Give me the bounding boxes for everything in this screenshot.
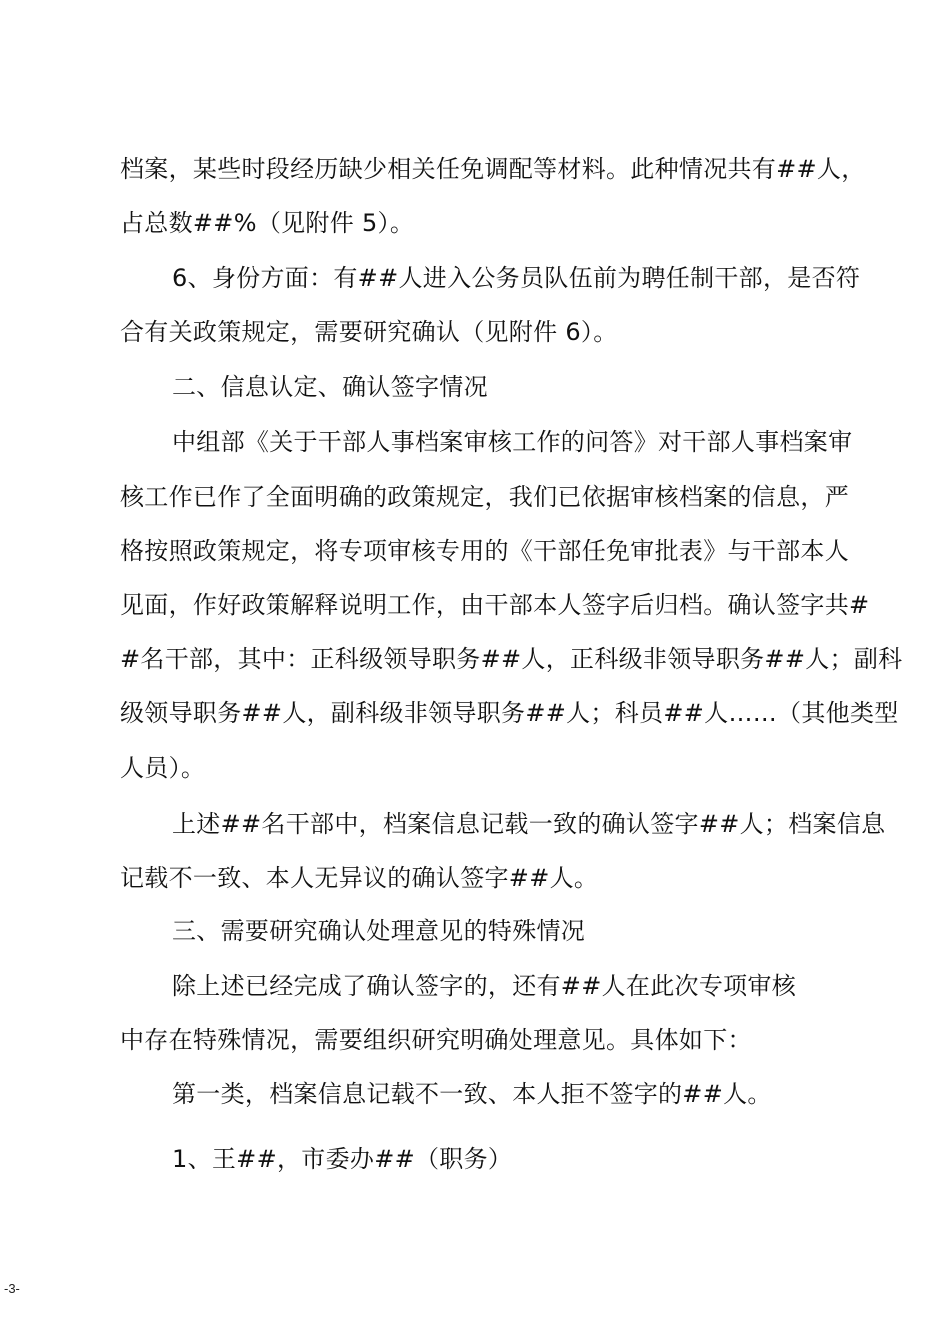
- page-number: -3-: [4, 1281, 20, 1296]
- paragraph-line: #名干部，其中：正科级领导职务##人，正科级非领导职务##人；副科: [120, 645, 903, 673]
- paragraph-line: 6、身份方面：有##人进入公务员队伍前为聘任制干部，是否符: [172, 264, 861, 292]
- paragraph-line: 合有关政策规定，需要研究确认（见附件 6）。: [120, 318, 618, 346]
- paragraph-line: 级领导职务##人，副科级非领导职务##人；科员##人……（其他类型: [120, 699, 899, 727]
- paragraph-line: 格按照政策规定，将专项审核专用的《干部任免审批表》与干部本人: [120, 537, 849, 565]
- section-heading: 三、需要研究确认处理意见的特殊情况: [172, 917, 586, 945]
- list-item: 1、王##，市委办##（职务）: [172, 1145, 513, 1173]
- paragraph-line: 中组部《关于干部人事档案审核工作的问答》对干部人事档案审: [172, 428, 853, 456]
- paragraph-line: 见面，作好政策解释说明工作，由干部本人签字后归档。确认签字共#: [120, 591, 870, 619]
- section-heading: 二、信息认定、确认签字情况: [172, 373, 488, 401]
- paragraph-line: 除上述已经完成了确认签字的，还有##人在此次专项审核: [172, 972, 797, 1000]
- paragraph-line: 记载不一致、本人无异议的确认签字##人。: [120, 864, 599, 892]
- paragraph-line: 上述##名干部中，档案信息记载一致的确认签字##人；档案信息: [172, 810, 886, 838]
- paragraph-line: 核工作已作了全面明确的政策规定，我们已依据审核档案的信息，严: [120, 483, 849, 511]
- paragraph-line: 中存在特殊情况，需要组织研究明确处理意见。具体如下：: [120, 1026, 752, 1054]
- paragraph-line: 第一类，档案信息记载不一致、本人拒不签字的##人。: [172, 1080, 772, 1108]
- paragraph-line: 人员）。: [120, 754, 206, 782]
- paragraph-line: 档案，某些时段经历缺少相关任免调配等材料。此种情况共有##人，: [120, 155, 866, 183]
- paragraph-line: 占总数##%（见附件 5）。: [120, 209, 415, 237]
